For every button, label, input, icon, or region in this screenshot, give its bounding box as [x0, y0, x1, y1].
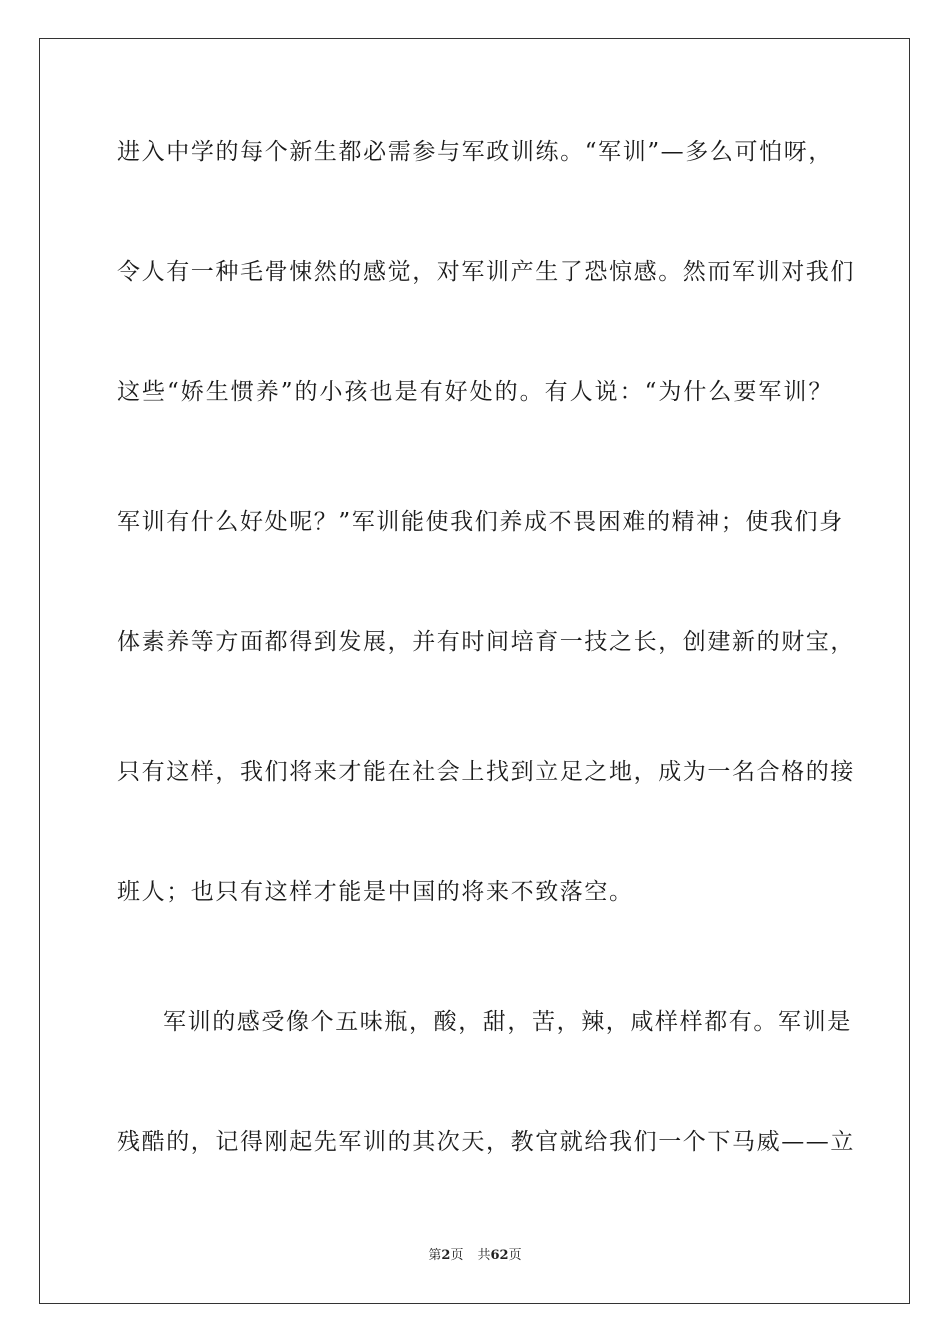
page-footer	[0, 1247, 950, 1265]
body-text-line-4: 军训有什么好处呢？”军训能使我们养成不畏困难的精神；使我们身	[117, 509, 844, 535]
total-suffix: 页	[508, 1248, 522, 1263]
page-border	[39, 38, 910, 1304]
body-text-line-5: 体素养等方面都得到发展，并有时间培育一技之长，创建新的财宝，	[117, 629, 855, 655]
body-text-line-1: 进入中学的每个新生都必需参与军政训练。“军训”—多么可怕呀，	[117, 139, 833, 165]
total-prefix: 共	[477, 1248, 491, 1263]
page-suffix: 页	[450, 1248, 464, 1263]
page-prefix: 第	[428, 1248, 442, 1263]
body-text-line-6: 只有这样，我们将来才能在社会上找到立足之地，成为一名合格的接	[117, 759, 855, 785]
body-text-line-8: 军训的感受像个五味瓶，酸，甜，苦，辣，咸样样都有。军训是	[163, 1009, 852, 1035]
page-number: 2	[441, 1248, 451, 1263]
total-pages: 62	[490, 1248, 509, 1263]
body-text-line-9: 残酷的，记得刚起先军训的其次天，教官就给我们一个下马威——立	[117, 1129, 855, 1155]
body-text-line-2: 令人有一种毛骨悚然的感觉，对军训产生了恐惊感。然而军训对我们	[117, 259, 855, 285]
body-text-line-7: 班人；也只有这样才能是中国的将来不致落空。	[117, 879, 634, 905]
body-text-line-3: 这些“娇生惯养”的小孩也是有好处的。有人说：“为什么要军训？	[117, 379, 833, 405]
